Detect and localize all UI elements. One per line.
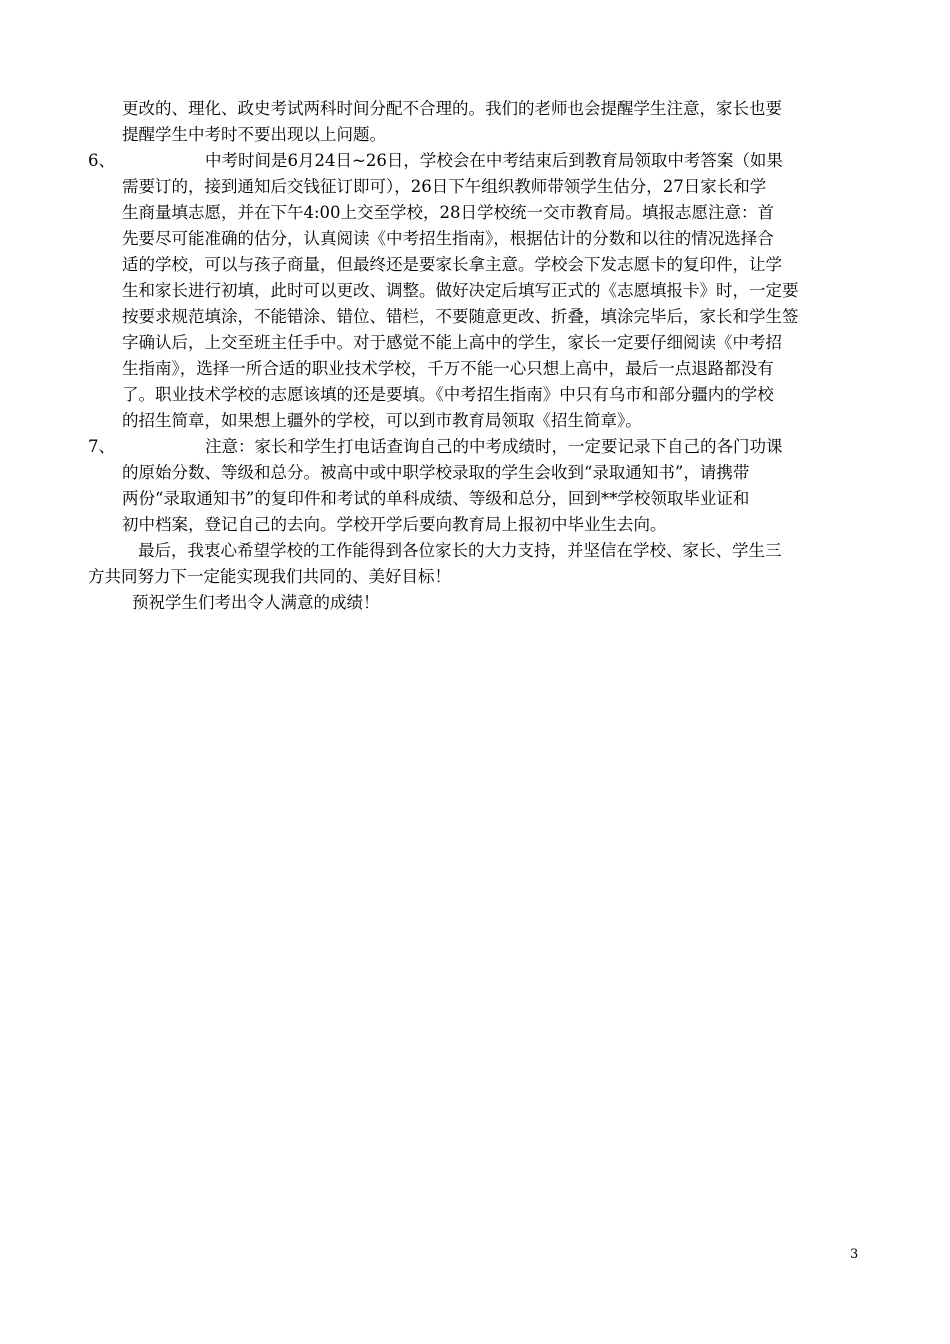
item-line: 的招生简章，如果想上疆外的学校，可以到市教育局领取《招生简章》。 [122,411,642,430]
item-line: 了。职业技术学校的志愿该填的还是要填。《中考招生指南》中只有乌市和部分疆内的学校 [122,385,774,404]
item-line: 生和家长进行初填，此时可以更改、调整。做好决定后填写正式的《志愿填报卡》时，一定要 [122,281,799,300]
item-line: 初中档案，登记自己的去向。学校开学后要向教育局上报初中毕业生去向。 [122,515,667,534]
item-line: 注意：家长和学生打电话查询自己的中考成绩时，一定要记录下自己的各门功课 [205,437,783,456]
item-line: 需要订的，接到通知后交钱征订即可），26日下午组织教师带领学生估分，27日家长和学 [122,177,767,196]
item-line: 先要尽可能准确的估分，认真阅读《中考招生指南》，根据估计的分数和以往的情况选择合 [122,229,774,248]
item-number: 7、 [88,437,115,456]
item-line: 的原始分数、等级和总分。被高中或中职学校录取的学生会收到“录取通知书”，请携带 [122,463,750,482]
item-line: 两份“录取通知书”的复印件和考试的单科成绩、等级和总分，回到**学校领取毕业证和 [122,489,750,508]
closing-line: 预祝学生们考出令人满意的成绩！ [132,593,380,612]
page-number: 3 [850,1247,859,1262]
closing-line: 方共同努力下一定能实现我们共同的、美好目标！ [88,567,451,586]
intro-line: 更改的、理化、政史考试两科时间分配不合理的。我们的老师也会提醒学生注意，家长也要 [122,99,782,118]
closing-line: 最后，我衷心希望学校的工作能得到各位家长的大力支持，并坚信在学校、家长、学生三 [138,541,782,560]
item-line: 适的学校，可以与孩子商量，但最终还是要家长拿主意。学校会下发志愿卡的复印件，让学 [122,255,782,274]
item-line: 字确认后，上交至班主任手中。对于感觉不能上高中的学生，家长一定要仔细阅读《中考招 [122,333,782,352]
item-line: 生商量填志愿，并在下午4:00上交至学校，28日学校统一交市教育局。填报志愿注意：首 [122,203,775,222]
intro-line: 提醒学生中考时不要出现以上问题。 [122,125,386,144]
item-number: 6、 [88,151,115,170]
item-line: 生指南》，选择一所合适的职业技术学校，千万不能一心只想上高中，最后一点退路都没有 [122,359,774,378]
item-line: 中考时间是6月24日~26日，学校会在中考结束后到教育局领取中考答案（如果 [205,151,783,170]
item-line: 按要求规范填涂，不能错涂、错位、错栏，不要随意更改、折叠，填涂完毕后，家长和学生签 [122,307,799,326]
